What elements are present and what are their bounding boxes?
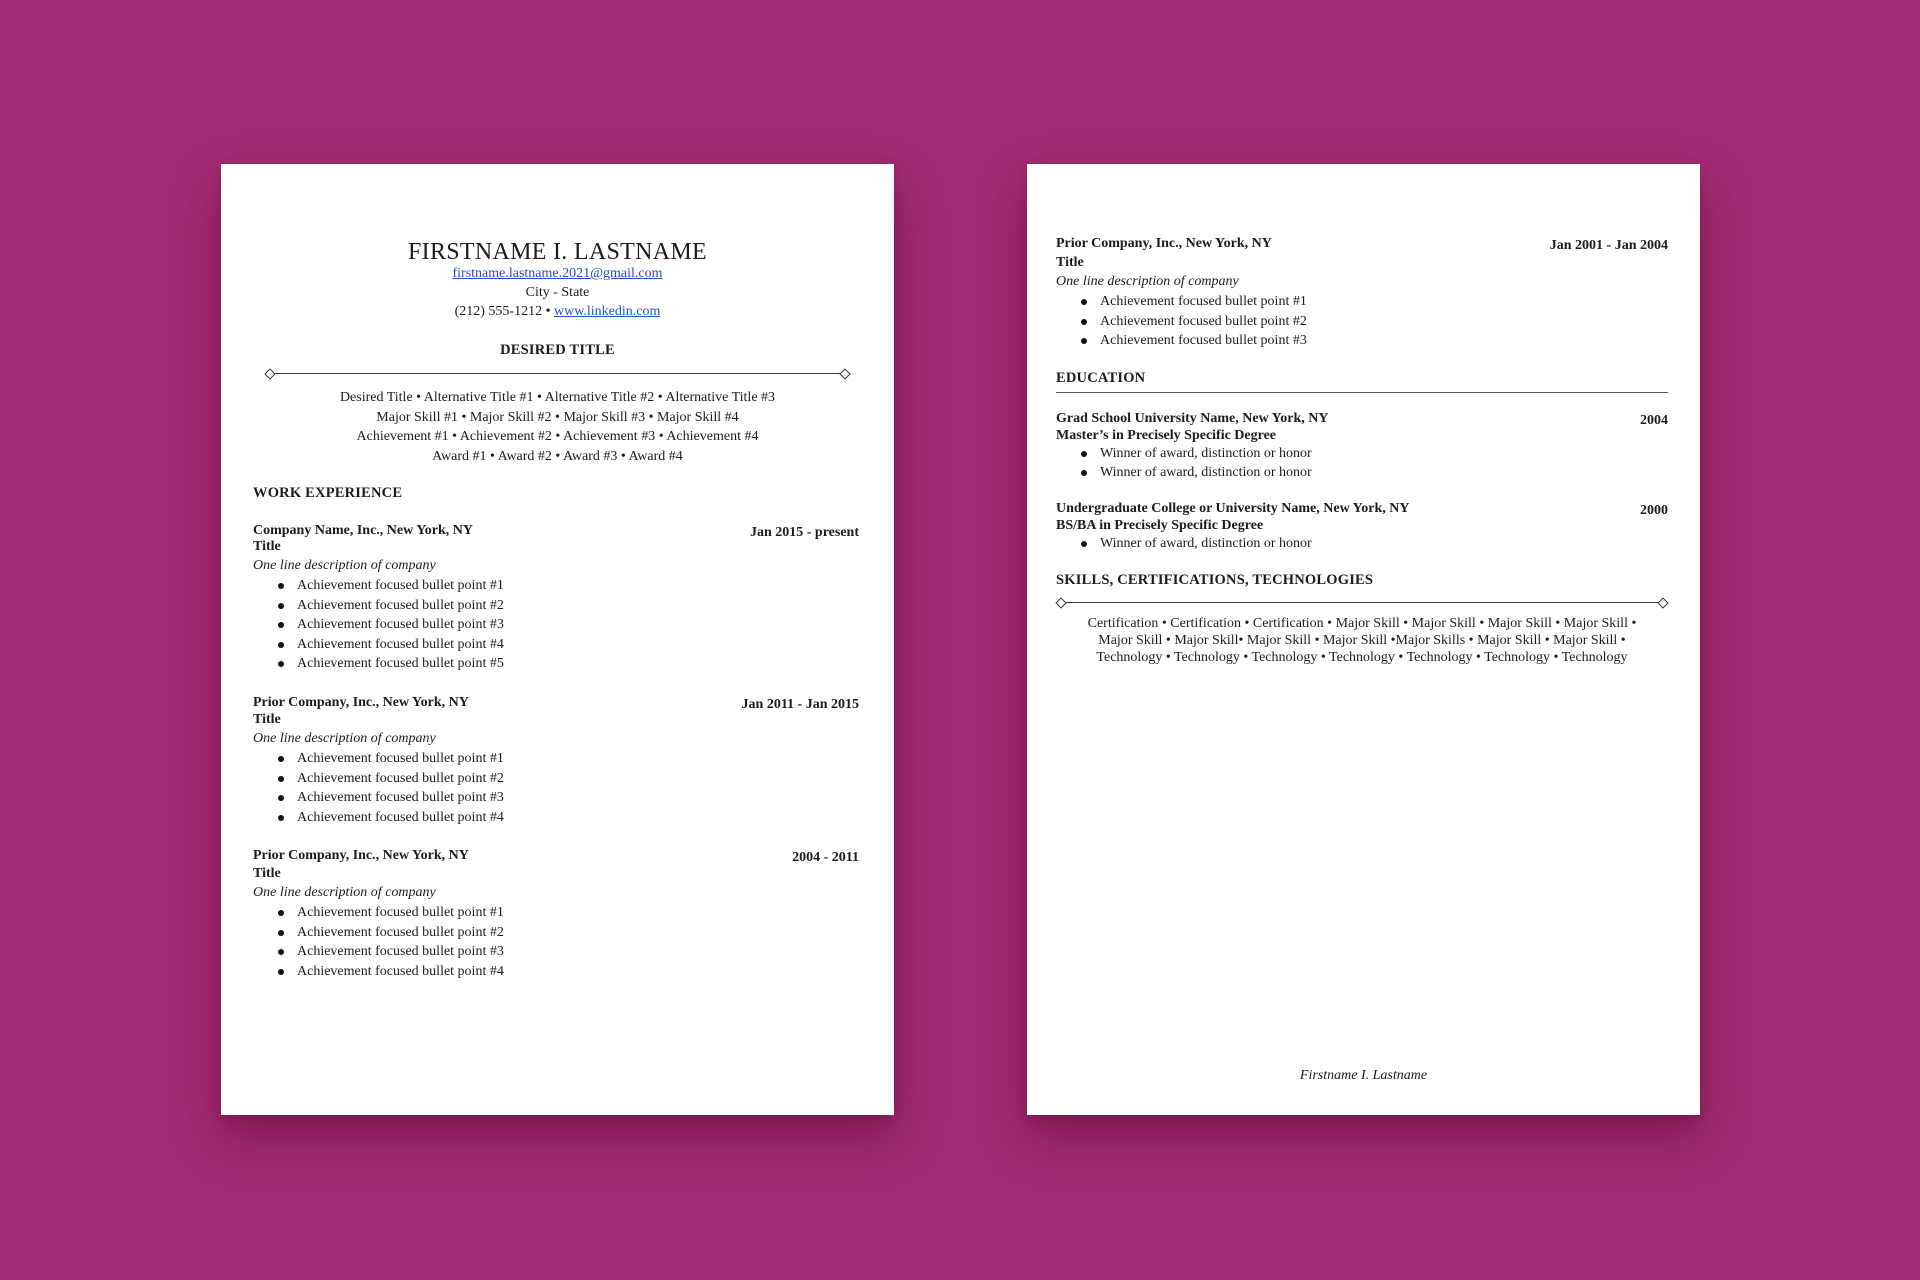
job-company: Prior Company, Inc., New York, NY xyxy=(1056,236,1272,251)
candidate-name: FIRSTNAME I. LASTNAME xyxy=(408,239,707,265)
skills-line: Certification • Certification • Certification • Major Skill • Major Skill • Major Skill • Major Skill • xyxy=(1087,616,1637,631)
list-item: Winner of award, distinction or honor xyxy=(1056,463,1312,482)
list-item: Achievement focused bullet point #5 xyxy=(253,654,504,674)
job-company: Prior Company, Inc., New York, NY xyxy=(253,695,469,710)
skills-line: Major Skill • Major Skill• Major Skill • Major Skill •Major Skills • Major Skill • Major Skill • xyxy=(1098,633,1626,649)
job-bullets xyxy=(253,749,504,827)
work-experience-heading: WORK EXPERIENCE xyxy=(253,485,403,501)
degree: BS/BA in Precisely Specific Degree xyxy=(1056,518,1264,533)
phone-number: (212) 555-1212 • xyxy=(454,304,551,319)
list-item: Achievement focused bullet point #3 xyxy=(1056,331,1307,351)
job-bullets xyxy=(1056,292,1307,351)
job-company: Company Name, Inc., New York, NY xyxy=(253,523,473,538)
list-item: Achievement focused bullet point #1 xyxy=(253,576,504,596)
education-bullets xyxy=(1056,534,1312,553)
phone-line xyxy=(221,304,894,320)
list-item: Winner of award, distinction or honor xyxy=(1056,444,1312,463)
list-item: Achievement focused bullet point #2 xyxy=(253,923,504,943)
list-item: Achievement focused bullet point #3 xyxy=(253,615,504,635)
linkedin-link[interactable]: www.linkedin.com xyxy=(553,304,661,319)
summary-line-skills: Major Skill #1 • Major Skill #2 • Major Skill #3 • Major Skill #4 xyxy=(376,409,739,425)
list-item: Achievement focused bullet point #4 xyxy=(253,635,504,655)
job-dates: Jan 2011 - Jan 2015 xyxy=(741,697,859,712)
job-dates: Jan 2001 - Jan 2004 xyxy=(1549,238,1668,253)
email-link[interactable]: firstname.lastname.2021@gmail.com xyxy=(452,266,663,281)
summary-block xyxy=(221,388,894,467)
job-title: Title xyxy=(1056,255,1084,270)
education-heading: EDUCATION xyxy=(1056,370,1146,386)
education-bullets xyxy=(1056,444,1312,482)
job-dates: Jan 2015 - present xyxy=(749,525,859,540)
summary-line-achievements: Achievement #1 • Achievement #2 • Achievement #3 • Achievement #4 xyxy=(356,429,759,445)
graduation-year: 2000 xyxy=(1640,503,1668,518)
education-header xyxy=(1056,411,1668,429)
diamond-right-icon xyxy=(839,368,850,379)
job-description: One line description of company xyxy=(253,885,436,900)
resume-page-1 xyxy=(221,164,894,1115)
job-company: Prior Company, Inc., New York, NY xyxy=(253,848,469,863)
diamond-left-icon xyxy=(1055,597,1066,608)
list-item: Achievement focused bullet point #4 xyxy=(253,808,504,828)
summary-divider xyxy=(265,368,850,380)
diamond-right-icon xyxy=(1657,597,1668,608)
job-description: One line description of company xyxy=(253,558,436,573)
list-item: Winner of award, distinction or honor xyxy=(1056,534,1312,553)
list-item: Achievement focused bullet point #1 xyxy=(1056,292,1307,312)
job-title: Title xyxy=(253,866,281,881)
job-bullets xyxy=(253,576,504,674)
skills-divider xyxy=(1056,597,1668,609)
list-item: Achievement focused bullet point #2 xyxy=(1056,312,1307,332)
education-header xyxy=(1056,501,1668,519)
education-divider xyxy=(1056,392,1668,393)
job-header xyxy=(1056,236,1668,254)
job-dates: 2004 - 2011 xyxy=(792,850,859,865)
list-item: Achievement focused bullet point #2 xyxy=(253,769,504,789)
job-title: Title xyxy=(253,712,281,727)
resume-page-2 xyxy=(1027,164,1700,1115)
skills-line: Technology • Technology • Technology • Technology • Technology • Technology • Technology xyxy=(1096,650,1628,666)
school-name: Undergraduate College or University Name, New York, NY xyxy=(1056,501,1410,516)
list-item: Achievement focused bullet point #2 xyxy=(253,596,504,616)
school-name: Grad School University Name, New York, NY xyxy=(1056,411,1329,426)
email-line xyxy=(221,266,894,282)
list-item: Achievement focused bullet point #1 xyxy=(253,749,504,769)
location: City - State xyxy=(525,285,590,300)
job-header xyxy=(253,523,859,541)
list-item: Achievement focused bullet point #3 xyxy=(253,788,504,808)
job-description: One line description of company xyxy=(253,731,436,746)
graduation-year: 2004 xyxy=(1640,413,1668,428)
desired-title-heading: DESIRED TITLE xyxy=(500,342,615,358)
job-header xyxy=(253,695,859,713)
job-header xyxy=(253,848,859,866)
list-item: Achievement focused bullet point #3 xyxy=(253,942,504,962)
list-item: Achievement focused bullet point #4 xyxy=(253,962,504,982)
job-description: One line description of company xyxy=(1056,274,1239,289)
degree: Master’s in Precisely Specific Degree xyxy=(1056,428,1277,443)
summary-line-titles: Desired Title • Alternative Title #1 • Alternative Title #2 • Alternative Title #3 xyxy=(339,390,776,405)
skills-heading: SKILLS, CERTIFICATIONS, TECHNOLOGIES xyxy=(1056,572,1374,588)
job-bullets xyxy=(253,903,504,981)
job-title: Title xyxy=(253,539,281,554)
skills-block xyxy=(1056,615,1668,667)
list-item: Achievement focused bullet point #1 xyxy=(253,903,504,923)
summary-line-awards: Award #1 • Award #2 • Award #3 • Award #4 xyxy=(432,449,683,465)
page-footer: Firstname I. Lastname xyxy=(1299,1068,1428,1083)
diamond-left-icon xyxy=(264,368,275,379)
